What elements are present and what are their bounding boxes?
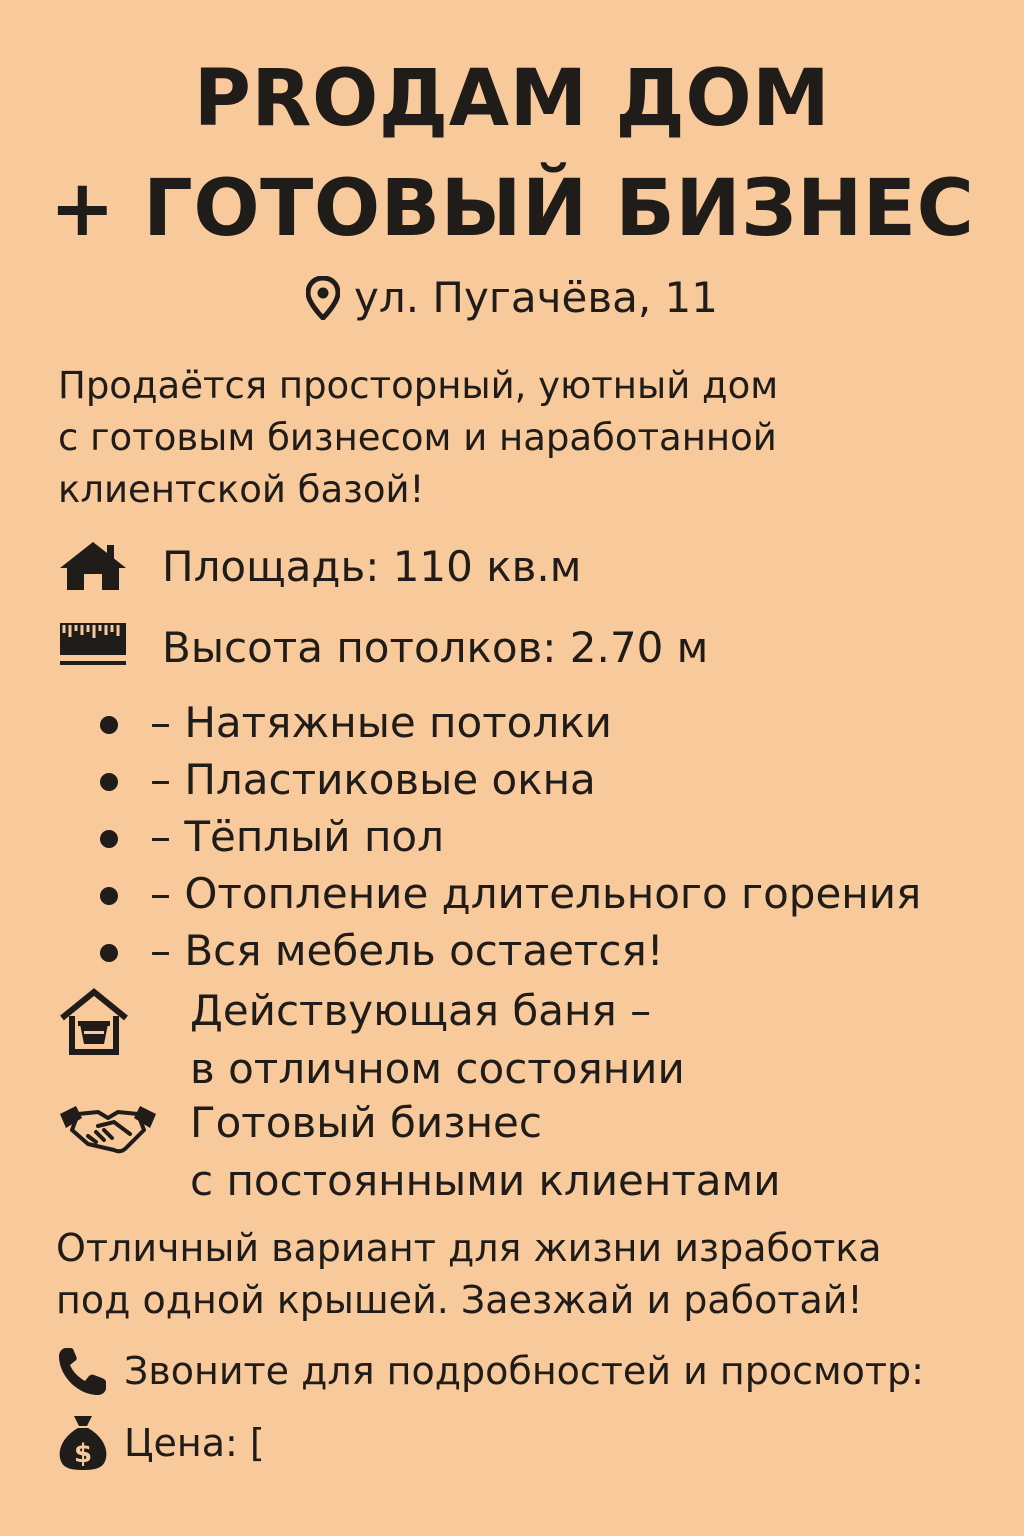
address-text: ул. Пугачёва, 11 bbox=[354, 273, 718, 322]
ceiling-height-icon bbox=[58, 619, 128, 669]
business-line-1: Готовый бизнес bbox=[190, 1098, 542, 1147]
sauna-line-1: Действующая баня – bbox=[190, 986, 652, 1035]
area-text: Площадь: 110 кв.м bbox=[162, 542, 582, 591]
address bbox=[0, 273, 1024, 322]
price-text: Цена: [ bbox=[124, 1421, 265, 1465]
business-line-2: с постоянными клиентами bbox=[190, 1156, 781, 1205]
intro-text bbox=[58, 360, 778, 516]
house-icon bbox=[58, 540, 128, 592]
headline-line-1: PRОДАМ ДОМ bbox=[193, 54, 831, 144]
closing-line-1: Отличный вариант для жизни изработка bbox=[56, 1226, 882, 1270]
ad-poster: PRОДАМ ДОМ + ГОТОВЫЙ БИЗНЕС ул. Пугачёва, 11 Продаётся просторный, уютный дом с готовым бизнесом и наработанной клиентской базой! Площадь: 110 кв.м Высота потолков: 2.70 м – Натяжные потолки – Пластиковые окна – Тёплый пол – Отопление длительного горения – Вся мебель остается! Действующая баня – в отличном состоянии Готовый бизнес с постоянными клиентами Отличный вариант для жизни изработка под одной крышей. Заезжай и работай! Звоните для подробностей и просмотр: $ Цена: [ bbox=[0, 0, 1024, 1536]
ceiling-text: Высота потолков: 2.70 м bbox=[162, 623, 709, 672]
closing-text bbox=[56, 1222, 882, 1326]
money-bag-icon bbox=[56, 1412, 110, 1472]
bathhouse-icon bbox=[58, 986, 130, 1056]
intro-line: Продаётся просторный, уютный дом bbox=[58, 364, 779, 407]
contact-text: Звоните для подробностей и просмотр: bbox=[124, 1349, 924, 1393]
svg-text:$: $ bbox=[73, 1439, 93, 1469]
bullet-dot bbox=[100, 944, 118, 962]
bullet-dot bbox=[100, 887, 118, 905]
bullet-dot bbox=[100, 716, 118, 734]
bullet-dot bbox=[100, 830, 118, 848]
intro-line: клиентской базой! bbox=[58, 468, 425, 511]
phone-icon bbox=[56, 1344, 110, 1398]
sauna-line-2: в отличном состоянии bbox=[190, 1044, 685, 1093]
bullet-dot bbox=[100, 773, 118, 791]
closing-line-2: под одной крышей. Заезжай и работай! bbox=[56, 1278, 863, 1322]
intro-line: с готовым бизнесом и наработанной bbox=[58, 416, 777, 459]
handshake-icon bbox=[58, 1100, 158, 1160]
location-pin-icon bbox=[306, 276, 340, 320]
headline-line-2: + ГОТОВЫЙ БИЗНЕС bbox=[49, 164, 975, 254]
